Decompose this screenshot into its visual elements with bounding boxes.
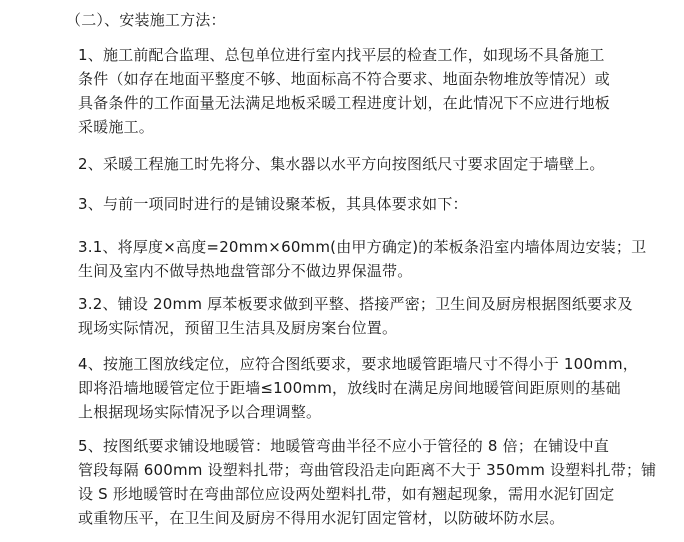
paragraph-5 — [78, 434, 658, 530]
paragraph-line: 或重物压平，在卫生间及厨房不得用水泥钉固定管材，以防破坏防水层。 — [78, 509, 565, 527]
paragraph-line: 管段每隔 600mm 设塑料扎带；弯曲管段沿走向距离不大于 350mm 设塑料扎带；铺 — [78, 461, 657, 479]
paragraph-line: 具备条件的工作面量无法满足地板采暖工程进度计划，在此情况下不应进行地板 — [78, 94, 611, 112]
paragraph-line: 生间及室内不做导热地盘管部分不做边界保温带。 — [78, 262, 413, 280]
section-heading — [66, 8, 646, 32]
paragraph-line: 2、采暖工程施工时先将分、集水器以水平方向按图纸尺寸要求固定于墙壁上。 — [78, 155, 605, 173]
paragraph-line: 5、按图纸要求铺设地暖管：地暖管弯曲半径不应小于管径的 8 倍；在铺设中直 — [78, 437, 610, 455]
paragraph-line: 上根据现场实际情况予以合理调整。 — [78, 403, 322, 421]
paragraph-line: 3.1、将厚度×高度=20mm×60mm(由甲方确定)的苯板条沿室内墙体周边安装；卫 — [78, 238, 647, 256]
paragraph-4 — [78, 352, 658, 424]
paragraph-line: 设 S 形地暖管时在弯曲部位应设两处塑料扎带，如有翘起现象，需用水泥钉固定 — [78, 485, 615, 503]
paragraph-line: 4、按施工图放线定位，应符合图纸要求，要求地暖管距墙尺寸不得小于 100mm， — [78, 355, 638, 373]
paragraph-3 — [78, 192, 658, 216]
paragraph-line: 3.2、铺设 20mm 厚苯板要求做到平整、搭接严密；卫生间及厨房根据图纸要求及 — [78, 295, 633, 313]
paragraph-3-2 — [78, 292, 658, 340]
paragraph-line: 条件（如存在地面平整度不够、地面标高不符合要求、地面杂物堆放等情况）或 — [78, 70, 611, 88]
paragraph-2 — [78, 152, 658, 176]
heading-text: （二）、安装施工方法： — [66, 11, 226, 29]
paragraph-line: 1、施工前配合监理、总包单位进行室内找平层的检查工作，如现场不具备施工 — [78, 46, 605, 64]
paragraph-line: 3、与前一项同时进行的是铺设聚苯板，其具体要求如下： — [78, 195, 468, 213]
paragraph-line: 采暖施工。 — [78, 118, 155, 136]
paragraph-3-1 — [78, 235, 658, 283]
paragraph-line: 现场实际情况，预留卫生洁具及厨房案台位置。 — [78, 319, 398, 337]
paragraph-line: 即将沿墙地暖管定位于距墙≤100mm，放线时在满足房间地暖管间距原则的基础 — [78, 379, 621, 397]
paragraph-1 — [78, 43, 658, 139]
